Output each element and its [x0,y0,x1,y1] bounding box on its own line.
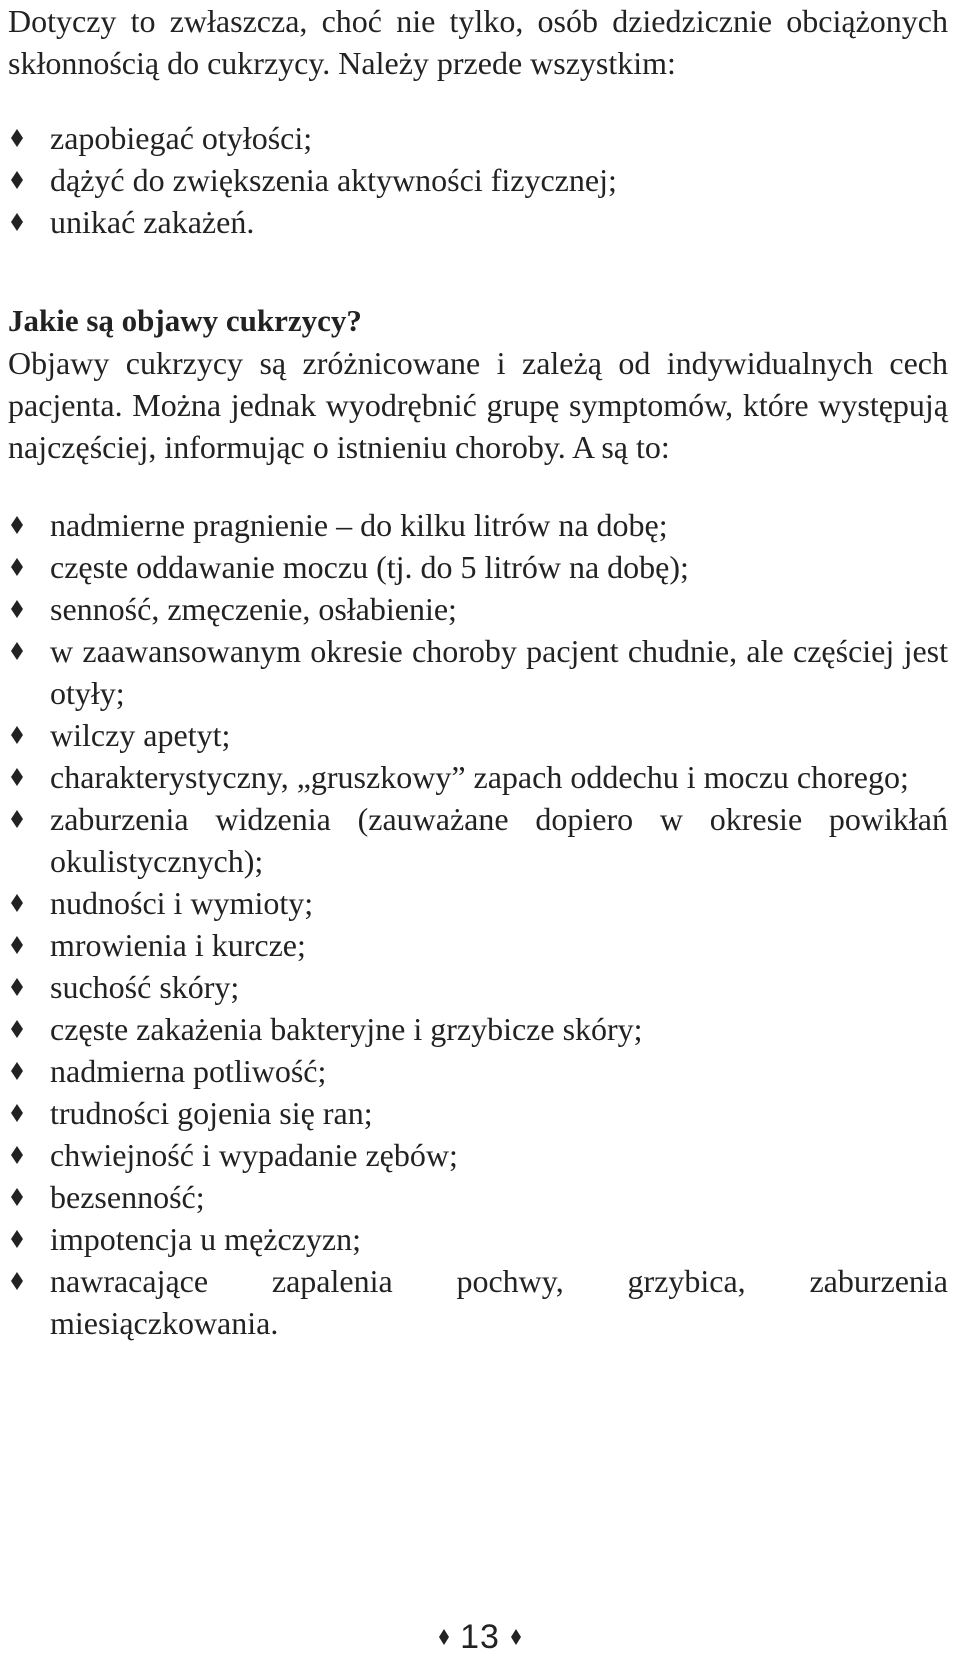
list-item [8,546,948,588]
symptoms-list [8,504,948,1344]
diamond-bullet-icon [10,641,24,661]
list-item [8,966,948,1008]
list-item [8,1050,948,1092]
list-item [8,201,948,243]
diamond-bullet-icon [10,1229,24,1249]
list-item [8,504,948,546]
diamond-bullet-icon [10,1103,24,1123]
list-item-text: charakterystyczny, „gruszkowy” zapach oddechu i moczu chorego; [50,759,909,795]
list-item-text: bezsenność; [50,1179,205,1215]
list-item [8,1092,948,1134]
list-item [8,1176,948,1218]
diamond-bullet-icon [10,767,24,787]
section-paragraph: Objawy cukrzycy są zróżnicowane i zależą od indywidualnych cech pacjenta. Można jednak wyodrębnić grupę symptomów, które występują najczęściej, informując o istnieniu choroby. A są to: [8,345,948,465]
diamond-ornament-icon [510,1622,522,1652]
list-item [8,159,948,201]
diamond-bullet-icon [10,935,24,955]
list-item-text: nadmierne pragnienie – do kilku litrów na dobę; [50,507,668,543]
list-item [8,630,948,714]
prevention-list [8,117,948,243]
list-item [8,714,948,756]
list-item-text: częste oddawanie moczu (tj. do 5 litrów na dobę); [50,549,689,585]
diamond-bullet-icon [10,170,24,190]
page-number: 13 [460,1617,500,1656]
list-item [8,1260,948,1344]
diamond-bullet-icon [10,599,24,619]
list-item-text: mrowienia i kurcze; [50,927,306,963]
intro-paragraph: Dotyczy to zwłaszcza, choć nie tylko, osób dziedzicznie obciążonych skłonnością do cukrzycy. Należy przede wszystkim: [8,3,948,81]
diamond-bullet-icon [10,893,24,913]
diamond-bullet-icon [10,515,24,535]
list-item-text: zapobiegać otyłości; [50,120,313,156]
list-item-text: trudności gojenia się ran; [50,1095,373,1131]
list-item-text: chwiejność i wypadanie zębów; [50,1137,458,1173]
list-item-text: dążyć do zwiększenia aktywności fizycznej; [50,162,617,198]
list-item [8,924,948,966]
list-item-text: częste zakażenia bakteryjne i grzybicze skóry; [50,1011,643,1047]
list-item [8,798,948,882]
list-item [8,882,948,924]
diamond-bullet-icon [10,725,24,745]
diamond-bullet-icon [10,128,24,148]
diamond-bullet-icon [10,212,24,232]
diamond-bullet-icon [10,1061,24,1081]
section-heading: Jakie są objawy cukrzycy? [8,303,362,338]
list-item-text: wilczy apetyt; [50,717,231,753]
diamond-bullet-icon [10,557,24,577]
page-footer [0,1617,960,1656]
list-item [8,588,948,630]
list-item [8,1218,948,1260]
list-item [8,1008,948,1050]
list-item-text: nudności i wymioty; [50,885,314,921]
list-item-text: zaburzenia widzenia (zauważane dopiero w okresie powikłań okulistycznych); [50,801,948,879]
diamond-bullet-icon [10,1187,24,1207]
diamond-bullet-icon [10,1271,24,1291]
list-item-text: suchość skóry; [50,969,240,1005]
list-item [8,756,948,798]
list-item [8,1134,948,1176]
list-item-text: unikać zakażeń. [50,204,255,240]
list-item-text: w zaawansowanym okresie choroby pacjent chudnie, ale częściej jest otyły; [50,633,948,711]
list-item [8,117,948,159]
diamond-bullet-icon [10,809,24,829]
list-item-text: nawracające zapalenia pochwy, grzybica, zaburzenia miesiączkowania. [50,1263,948,1341]
list-item-text: senność, zmęczenie, osłabienie; [50,591,457,627]
list-item-text: impotencja u mężczyzn; [50,1221,361,1257]
list-item-text: nadmierna potliwość; [50,1053,327,1089]
diamond-bullet-icon [10,977,24,997]
diamond-bullet-icon [10,1145,24,1165]
diamond-bullet-icon [10,1019,24,1039]
diamond-ornament-icon [438,1622,450,1652]
